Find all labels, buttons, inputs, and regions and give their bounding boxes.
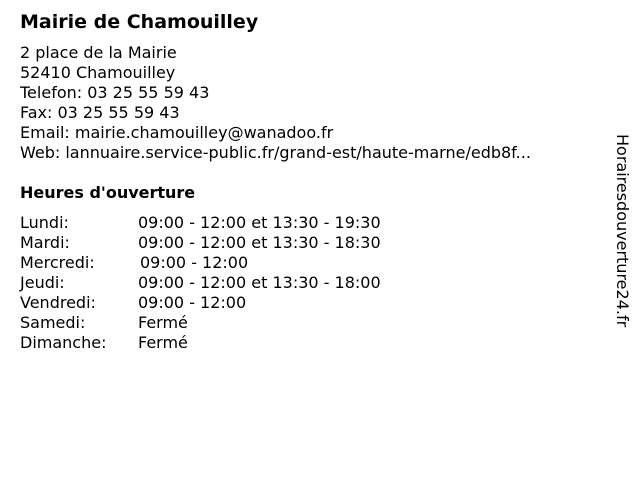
day-label: Dimanche:: [20, 333, 107, 352]
time-value: Fermé: [138, 313, 188, 332]
time-value: 09:00 - 12:00 et 13:30 - 18:30: [138, 233, 381, 252]
time-value: Fermé: [138, 333, 188, 352]
day-label: Mardi:: [20, 233, 70, 252]
site-watermark: [612, 134, 632, 374]
phone-line: Telefon: 03 25 55 59 43: [20, 83, 210, 102]
web-line: Web: lannuaire.service-public.fr/grand-est/haute-marne/edb8f...: [20, 143, 531, 162]
page-title: Mairie de Chamouilley: [20, 11, 259, 33]
time-value: 09:00 - 12:00 et 13:30 - 19:30: [138, 213, 381, 232]
email-line: Email: mairie.chamouilley@wanadoo.fr: [20, 123, 334, 142]
time-value: 09:00 - 12:00: [140, 253, 249, 272]
address-line-1: 2 place de la Mairie: [20, 43, 177, 62]
day-label: Lundi:: [20, 213, 69, 232]
fax-line: Fax: 03 25 55 59 43: [20, 103, 180, 122]
contact-block: [20, 43, 531, 163]
day-label: Samedi:: [20, 313, 86, 332]
time-value: 09:00 - 12:00: [138, 293, 247, 312]
day-label: Mercredi:: [20, 253, 95, 272]
hours-heading: Heures d'ouverture: [20, 183, 196, 202]
address-line-2: 52410 Chamouilley: [20, 63, 176, 82]
time-value: 09:00 - 12:00 et 13:30 - 18:00: [138, 273, 381, 292]
day-label: Jeudi:: [20, 273, 65, 292]
day-label: Vendredi:: [20, 293, 96, 312]
watermark-text: Horairesdouverture24.fr: [613, 134, 632, 328]
